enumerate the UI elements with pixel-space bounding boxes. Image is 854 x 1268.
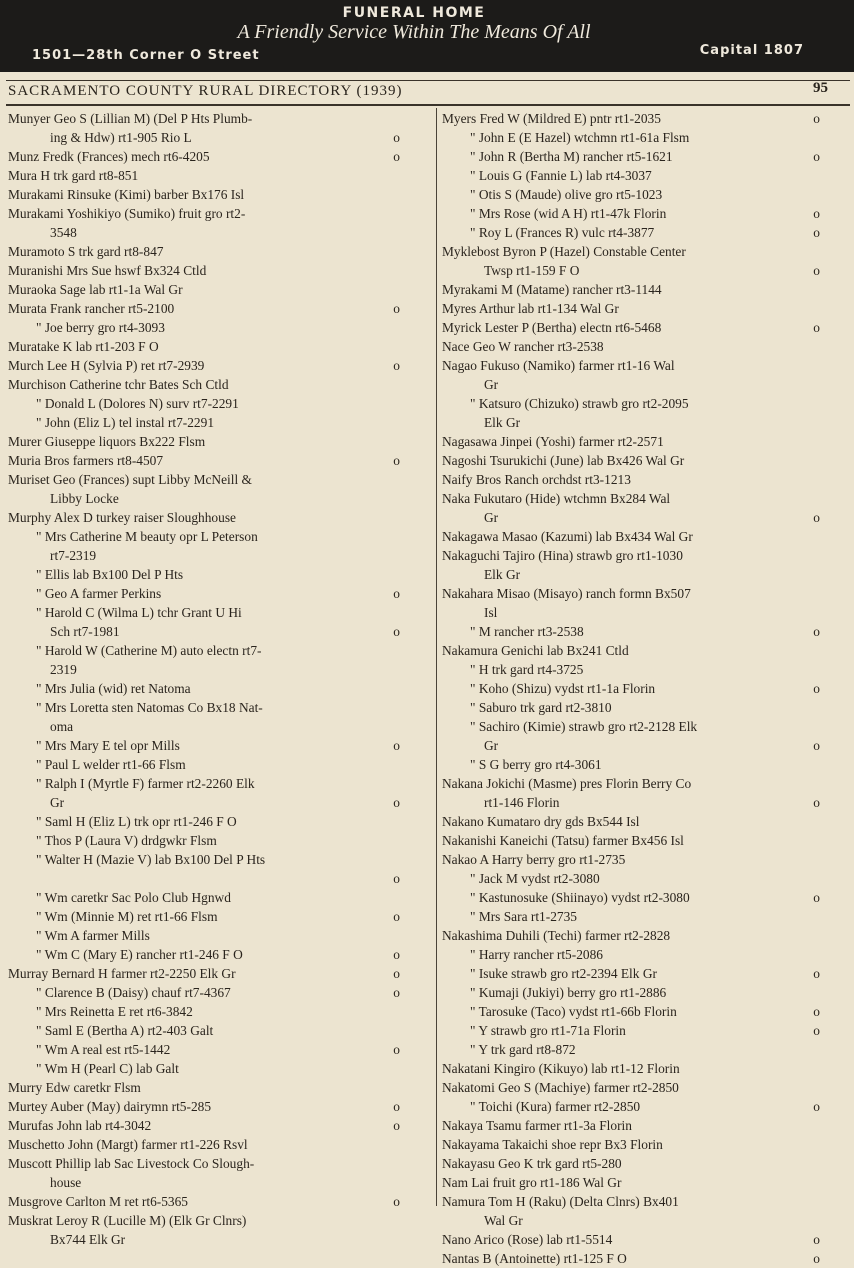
entry-text: Muraoka Sage lab rt1-1a Wal Gr bbox=[8, 282, 183, 297]
directory-entry bbox=[442, 698, 820, 717]
entry-text: " Saml E (Bertha A) rt2-403 Galt bbox=[36, 1023, 214, 1038]
directory-entry bbox=[8, 546, 400, 565]
directory-entry bbox=[8, 1002, 400, 1021]
directory-entry bbox=[442, 185, 820, 204]
owner-mark: o bbox=[393, 358, 400, 373]
entry-text: Muschetto John (Margt) farmer rt1-226 Rsvl bbox=[8, 1137, 248, 1152]
directory-entry bbox=[442, 299, 820, 318]
owner-mark: o bbox=[393, 586, 400, 601]
directory-entry bbox=[442, 888, 820, 907]
directory-entry bbox=[8, 394, 400, 413]
entry-text: Nantas B (Antoinette) rt1-125 F O bbox=[442, 1251, 627, 1266]
entry-text: " Harry rancher rt5-2086 bbox=[470, 947, 603, 962]
directory-entry bbox=[8, 375, 400, 394]
directory-entry bbox=[8, 660, 400, 679]
entry-text: Nakamura Genichi lab Bx241 Ctld bbox=[442, 643, 629, 658]
entry-text: Nakayasu Geo K trk gard rt5-280 bbox=[442, 1156, 622, 1171]
entry-text: Nakatomi Geo S (Machiye) farmer rt2-2850 bbox=[442, 1080, 679, 1095]
directory-entry bbox=[442, 1021, 820, 1040]
ad-address: 1501—28th Corner O Street bbox=[32, 48, 260, 63]
directory-entry bbox=[442, 1059, 820, 1078]
entry-text: Muskrat Leroy R (Lucille M) (Elk Gr Clnrs) bbox=[8, 1213, 247, 1228]
directory-entry bbox=[442, 1040, 820, 1059]
directory-entry bbox=[8, 337, 400, 356]
owner-mark: o bbox=[813, 1004, 820, 1019]
directory-entry bbox=[442, 1135, 820, 1154]
entry-text: " Mrs Catherine M beauty opr L Peterson bbox=[36, 529, 258, 544]
entry-text: " Toichi (Kura) farmer rt2-2850 bbox=[470, 1099, 641, 1114]
directory-entry bbox=[442, 812, 820, 831]
directory-entry bbox=[442, 831, 820, 850]
entry-text: " Y trk gard rt8-872 bbox=[470, 1042, 576, 1057]
owner-mark: o bbox=[813, 795, 820, 810]
owner-mark: o bbox=[813, 738, 820, 753]
entry-text: Nakashima Duhili (Techi) farmer rt2-2828 bbox=[442, 928, 671, 943]
entry-text: " Saml H (Eliz L) trk opr rt1-246 F O bbox=[36, 814, 237, 829]
directory-entry bbox=[442, 1230, 820, 1249]
entry-text: " Roy L (Frances R) vulc rt4-3877 bbox=[470, 225, 655, 240]
directory-entry bbox=[442, 166, 820, 185]
entry-text: Elk Gr bbox=[484, 567, 521, 582]
directory-entry bbox=[442, 774, 820, 793]
directory-entry bbox=[442, 280, 820, 299]
directory-entry bbox=[442, 204, 820, 223]
owner-mark: o bbox=[393, 985, 400, 1000]
entry-text: " Wm caretkr Sac Polo Club Hgnwd bbox=[36, 890, 231, 905]
directory-entry bbox=[442, 1154, 820, 1173]
entry-text: " M rancher rt3-2538 bbox=[470, 624, 584, 639]
owner-mark: o bbox=[813, 225, 820, 240]
owner-mark: o bbox=[393, 301, 400, 316]
owner-mark: o bbox=[813, 149, 820, 164]
directory-entry bbox=[442, 850, 820, 869]
directory-entry bbox=[8, 907, 400, 926]
entry-text: 3548 bbox=[50, 225, 77, 240]
entry-text: " Jack M vydst rt2-3080 bbox=[470, 871, 600, 886]
entry-text: Myres Arthur lab rt1-134 Wal Gr bbox=[442, 301, 619, 316]
entry-text: Gr bbox=[484, 377, 499, 392]
entry-text: " Wm A farmer Mills bbox=[36, 928, 150, 943]
owner-mark: o bbox=[393, 624, 400, 639]
entry-text: " Mrs Sara rt1-2735 bbox=[470, 909, 577, 924]
left-column bbox=[8, 109, 400, 1249]
directory-entry bbox=[442, 1078, 820, 1097]
directory-entry bbox=[8, 1230, 400, 1249]
directory-entry bbox=[442, 926, 820, 945]
entry-text: " Louis G (Fannie L) lab rt4-3037 bbox=[470, 168, 652, 183]
ad-slogan: A Friendly Service Within The Means Of All bbox=[237, 21, 591, 43]
entry-text: Nakanishi Kaneichi (Tatsu) farmer Bx456 Isl bbox=[442, 833, 684, 848]
directory-entry bbox=[8, 793, 400, 812]
directory-entry bbox=[8, 812, 400, 831]
entry-text: Nace Geo W rancher rt3-2538 bbox=[442, 339, 604, 354]
directory-entry bbox=[442, 546, 820, 565]
owner-mark: o bbox=[813, 510, 820, 525]
entry-text: Bx744 Elk Gr bbox=[50, 1232, 126, 1247]
page-number: 95 bbox=[813, 80, 828, 96]
ad-phone: Capital 1807 bbox=[699, 43, 804, 58]
directory-entry bbox=[442, 413, 820, 432]
entry-text: Gr bbox=[50, 795, 65, 810]
entry-text: Nagoshi Tsurukichi (June) lab Bx426 Wal Gr bbox=[442, 453, 685, 468]
directory-entry bbox=[8, 128, 400, 147]
entry-text: rt1-146 Florin bbox=[484, 795, 560, 810]
directory-entry bbox=[442, 337, 820, 356]
entry-text: " Sachiro (Kimie) strawb gro rt2-2128 Elk bbox=[470, 719, 698, 734]
entry-text: Nakano Kumataro dry gds Bx544 Isl bbox=[442, 814, 640, 829]
directory-entry bbox=[8, 1097, 400, 1116]
entry-text: Muriset Geo (Frances) supt Libby McNeill & bbox=[8, 472, 252, 487]
directory-entry bbox=[8, 1078, 400, 1097]
entry-text: Nakayama Takaichi shoe repr Bx3 Florin bbox=[442, 1137, 663, 1152]
owner-mark: o bbox=[813, 263, 820, 278]
entry-text: Murakami Rinsuke (Kimi) barber Bx176 Isl bbox=[8, 187, 245, 202]
directory-entry bbox=[8, 869, 400, 888]
directory-entry bbox=[8, 109, 400, 128]
entry-text: rt7-2319 bbox=[50, 548, 97, 563]
owner-mark: o bbox=[813, 681, 820, 696]
directory-entry bbox=[8, 622, 400, 641]
directory-entry bbox=[442, 489, 820, 508]
entry-text: " Paul L welder rt1-66 Flsm bbox=[36, 757, 186, 772]
owner-mark: o bbox=[393, 1099, 400, 1114]
entry-text: " Mrs Reinetta E ret rt6-3842 bbox=[36, 1004, 193, 1019]
entry-text: " Joe berry gro rt4-3093 bbox=[36, 320, 165, 335]
entry-text: Nakaya Tsamu farmer rt1-3a Florin bbox=[442, 1118, 632, 1133]
directory-entry bbox=[8, 204, 400, 223]
directory-entry bbox=[8, 242, 400, 261]
ad-title: FUNERAL HOME bbox=[342, 5, 486, 21]
entry-text: Muratake K lab rt1-203 F O bbox=[8, 339, 159, 354]
directory-entry bbox=[8, 166, 400, 185]
directory-entry bbox=[8, 888, 400, 907]
owner-mark: o bbox=[393, 1118, 400, 1133]
entry-text: " Wm (Minnie M) ret rt1-66 Flsm bbox=[36, 909, 218, 924]
directory-entry bbox=[8, 147, 400, 166]
directory-entry bbox=[8, 1192, 400, 1211]
directory-entry bbox=[8, 489, 400, 508]
owner-mark: o bbox=[393, 1194, 400, 1209]
entry-text: " Harold W (Catherine M) auto electn rt7- bbox=[36, 643, 262, 658]
running-head: SACRAMENTO COUNTY RURAL DIRECTORY (1939) bbox=[8, 83, 403, 99]
directory-entry bbox=[442, 1211, 820, 1230]
directory-entry bbox=[8, 261, 400, 280]
entry-text: " Kastunosuke (Shiinayo) vydst rt2-3080 bbox=[470, 890, 690, 905]
owner-mark: o bbox=[393, 966, 400, 981]
owner-mark: o bbox=[393, 738, 400, 753]
entry-text: Murry Edw caretkr Flsm bbox=[8, 1080, 141, 1095]
entry-text: Naify Bros Ranch orchdst rt3-1213 bbox=[442, 472, 631, 487]
directory-entry bbox=[8, 508, 400, 527]
directory-entry bbox=[442, 1173, 820, 1192]
directory-entry bbox=[8, 1040, 400, 1059]
entry-text: " John R (Bertha M) rancher rt5-1621 bbox=[470, 149, 673, 164]
entry-text: Nakana Jokichi (Masme) pres Florin Berry Co bbox=[442, 776, 692, 791]
entry-text: Murchison Catherine tchr Bates Sch Ctld bbox=[8, 377, 229, 392]
entry-text: " Mrs Mary E tel opr Mills bbox=[36, 738, 180, 753]
owner-mark: o bbox=[813, 320, 820, 335]
owner-mark: o bbox=[813, 966, 820, 981]
directory-entry bbox=[442, 945, 820, 964]
directory-entry bbox=[8, 413, 400, 432]
owner-mark: o bbox=[393, 130, 400, 145]
entry-text: Naka Fukutaro (Hide) wtchmn Bx284 Wal bbox=[442, 491, 671, 506]
directory-entry bbox=[8, 1116, 400, 1135]
directory-entry bbox=[442, 1192, 820, 1211]
entry-text: " Wm C (Mary E) rancher rt1-246 F O bbox=[36, 947, 243, 962]
directory-entry bbox=[8, 698, 400, 717]
entry-text: Mura H trk gard rt8-851 bbox=[8, 168, 139, 183]
owner-mark: o bbox=[813, 1232, 820, 1247]
entry-text: ing & Hdw) rt1-905 Rio L bbox=[50, 130, 192, 145]
directory-entry bbox=[8, 1173, 400, 1192]
column-divider bbox=[436, 108, 437, 1206]
entry-text: " Isuke strawb gro rt2-2394 Elk Gr bbox=[470, 966, 657, 981]
owner-mark: o bbox=[813, 624, 820, 639]
directory-entry bbox=[442, 907, 820, 926]
owner-mark: o bbox=[813, 206, 820, 221]
entry-text: " Y strawb gro rt1-71a Florin bbox=[470, 1023, 626, 1038]
entry-text: " Ralph I (Myrtle F) farmer rt2-2260 Elk bbox=[36, 776, 255, 791]
directory-entry bbox=[8, 755, 400, 774]
entry-text: " Katsuro (Chizuko) strawb gro rt2-2095 bbox=[470, 396, 689, 411]
entry-text: " S G berry gro rt4-3061 bbox=[470, 757, 602, 772]
entry-text: Nakagawa Masao (Kazumi) lab Bx434 Wal Gr bbox=[442, 529, 693, 544]
directory-entry bbox=[442, 356, 820, 375]
directory-entry bbox=[8, 299, 400, 318]
owner-mark: o bbox=[813, 890, 820, 905]
entry-text: Murphy Alex D turkey raiser Sloughhouse bbox=[8, 510, 236, 525]
owner-mark: o bbox=[813, 111, 820, 126]
directory-entry bbox=[8, 679, 400, 698]
entry-text: " Saburo trk gard rt2-3810 bbox=[470, 700, 612, 715]
directory-entry bbox=[442, 432, 820, 451]
entry-text: Muscott Phillip lab Sac Livestock Co Slough- bbox=[8, 1156, 255, 1171]
entry-text: " Wm H (Pearl C) lab Galt bbox=[36, 1061, 179, 1076]
owner-mark: o bbox=[813, 1023, 820, 1038]
entry-text: Nakatani Kingiro (Kikuyo) lab rt1-12 Florin bbox=[442, 1061, 680, 1076]
entry-text: Muria Bros farmers rt8-4507 bbox=[8, 453, 164, 468]
directory-entry bbox=[8, 565, 400, 584]
directory-entry bbox=[8, 470, 400, 489]
entry-text: " John E (E Hazel) wtchmn rt1-61a Flsm bbox=[470, 130, 690, 145]
directory-entry bbox=[442, 983, 820, 1002]
directory-entry bbox=[8, 736, 400, 755]
entry-text: Myrakami M (Matame) rancher rt3-1144 bbox=[442, 282, 662, 297]
entry-text: Nakahara Misao (Misayo) ranch formn Bx507 bbox=[442, 586, 691, 601]
entry-text: " Tarosuke (Taco) vydst rt1-66b Florin bbox=[470, 1004, 677, 1019]
owner-mark: o bbox=[813, 1251, 820, 1266]
directory-entry bbox=[442, 1249, 820, 1268]
directory-entry bbox=[442, 147, 820, 166]
directory-entry bbox=[442, 964, 820, 983]
entry-text: Elk Gr bbox=[484, 415, 521, 430]
directory-entry bbox=[442, 527, 820, 546]
directory-entry bbox=[8, 1135, 400, 1154]
directory-entry bbox=[8, 432, 400, 451]
entry-text: " John (Eliz L) tel instal rt7-2291 bbox=[36, 415, 215, 430]
entry-text: " Kumaji (Jukiyi) berry gro rt1-2886 bbox=[470, 985, 667, 1000]
entry-text: Murer Giuseppe liquors Bx222 Flsm bbox=[8, 434, 206, 449]
directory-entry bbox=[442, 565, 820, 584]
entry-text: " Mrs Rose (wid A H) rt1-47k Florin bbox=[470, 206, 667, 221]
entry-text: Munyer Geo S (Lillian M) (Del P Hts Plumb- bbox=[8, 111, 253, 126]
directory-entry bbox=[8, 717, 400, 736]
entry-text: Murray Bernard H farmer rt2-2250 Elk Gr bbox=[8, 966, 236, 981]
directory-entry bbox=[442, 755, 820, 774]
entry-text: Nagao Fukuso (Namiko) farmer rt1-16 Wal bbox=[442, 358, 675, 373]
owner-mark: o bbox=[393, 1042, 400, 1057]
directory-entry bbox=[442, 1116, 820, 1135]
directory-entry bbox=[8, 1059, 400, 1078]
owner-mark: o bbox=[393, 795, 400, 810]
entry-text: Nakao A Harry berry gro rt1-2735 bbox=[442, 852, 626, 867]
entry-text: " Donald L (Dolores N) surv rt7-2291 bbox=[36, 396, 239, 411]
directory-entry bbox=[8, 831, 400, 850]
entry-text: Libby Locke bbox=[50, 491, 119, 506]
directory-entry bbox=[442, 622, 820, 641]
directory-entry bbox=[8, 584, 400, 603]
directory-entry bbox=[8, 926, 400, 945]
directory-entry bbox=[442, 679, 820, 698]
directory-entry bbox=[8, 1154, 400, 1173]
entry-text: Nagasawa Jinpei (Yoshi) farmer rt2-2571 bbox=[442, 434, 664, 449]
entry-text: " Koho (Shizu) vydst rt1-1a Florin bbox=[470, 681, 656, 696]
directory-entry bbox=[442, 128, 820, 147]
owner-mark: o bbox=[393, 871, 400, 886]
entry-text: 2319 bbox=[50, 662, 77, 677]
entry-text: Namura Tom H (Raku) (Delta Clnrs) Bx401 bbox=[442, 1194, 679, 1209]
directory-entry bbox=[8, 850, 400, 869]
entry-text: " Mrs Julia (wid) ret Natoma bbox=[36, 681, 191, 696]
directory-entry bbox=[442, 736, 820, 755]
directory-entry bbox=[8, 185, 400, 204]
directory-entry bbox=[442, 394, 820, 413]
directory-entry bbox=[442, 470, 820, 489]
entry-text: " Clarence B (Daisy) chauf rt7-4367 bbox=[36, 985, 231, 1000]
directory-entry bbox=[8, 451, 400, 470]
right-column bbox=[442, 109, 820, 1268]
entry-text: oma bbox=[50, 719, 74, 734]
directory-entry bbox=[442, 318, 820, 337]
owner-mark: o bbox=[813, 1099, 820, 1114]
entry-text: house bbox=[50, 1175, 82, 1190]
directory-entry bbox=[8, 983, 400, 1002]
directory-entry bbox=[442, 584, 820, 603]
entry-text: Myklebost Byron P (Hazel) Constable Center bbox=[442, 244, 686, 259]
entry-text: Gr bbox=[484, 738, 499, 753]
directory-entry bbox=[442, 375, 820, 394]
header-top-rule bbox=[6, 80, 850, 81]
entry-text: Murufas John lab rt4-3042 bbox=[8, 1118, 152, 1133]
directory-entry bbox=[8, 964, 400, 983]
directory-entry bbox=[442, 869, 820, 888]
directory-entry bbox=[8, 280, 400, 299]
entry-text: Nam Lai fruit gro rt1-186 Wal Gr bbox=[442, 1175, 622, 1190]
entry-text: " Mrs Loretta sten Natomas Co Bx18 Nat- bbox=[36, 700, 263, 715]
directory-entry bbox=[442, 451, 820, 470]
directory-entry bbox=[442, 660, 820, 679]
entry-text: Murakami Yoshikiyo (Sumiko) fruit gro rt2- bbox=[8, 206, 246, 221]
owner-mark: o bbox=[393, 947, 400, 962]
entry-text: Nakaguchi Tajiro (Hina) strawb gro rt1-1030 bbox=[442, 548, 683, 563]
directory-entry bbox=[442, 641, 820, 660]
directory-entry bbox=[442, 793, 820, 812]
header-bottom-rule bbox=[6, 104, 850, 106]
entry-text: Gr bbox=[484, 510, 499, 525]
directory-entry bbox=[8, 1021, 400, 1040]
directory-entry bbox=[8, 945, 400, 964]
entry-text: Nano Arico (Rose) lab rt1-5514 bbox=[442, 1232, 613, 1247]
directory-entry bbox=[8, 318, 400, 337]
entry-text: " Otis S (Maude) olive gro rt5-1023 bbox=[470, 187, 663, 202]
owner-mark: o bbox=[393, 909, 400, 924]
entry-text: Myrick Lester P (Bertha) electn rt6-5468 bbox=[442, 320, 662, 335]
entry-text: " Wm A real est rt5-1442 bbox=[36, 1042, 171, 1057]
entry-text: " Harold C (Wilma L) tchr Grant U Hi bbox=[36, 605, 242, 620]
entry-text: Murch Lee H (Sylvia P) ret rt7-2939 bbox=[8, 358, 205, 373]
directory-entry bbox=[8, 1211, 400, 1230]
entry-text: Munz Fredk (Frances) mech rt6-4205 bbox=[8, 149, 210, 164]
entry-text: Sch rt7-1981 bbox=[50, 624, 120, 639]
entry-text: " H trk gard rt4-3725 bbox=[470, 662, 584, 677]
entry-text: Muranishi Mrs Sue hswf Bx324 Ctld bbox=[8, 263, 207, 278]
entry-text: Musgrove Carlton M ret rt6-5365 bbox=[8, 1194, 189, 1209]
directory-entry bbox=[442, 242, 820, 261]
directory-entry bbox=[8, 527, 400, 546]
entry-text: Twsp rt1-159 F O bbox=[484, 263, 580, 278]
directory-entry bbox=[442, 1002, 820, 1021]
funeral-home-ad-banner bbox=[0, 0, 854, 72]
directory-entry bbox=[8, 603, 400, 622]
owner-mark: o bbox=[393, 149, 400, 164]
entry-text: Isl bbox=[484, 605, 498, 620]
entry-text: " Thos P (Laura V) drdgwkr Flsm bbox=[36, 833, 217, 848]
entry-text: Murata Frank rancher rt5-2100 bbox=[8, 301, 175, 316]
entry-text: " Ellis lab Bx100 Del P Hts bbox=[36, 567, 184, 582]
entry-text: Murtey Auber (May) dairymn rt5-285 bbox=[8, 1099, 212, 1114]
directory-entry bbox=[8, 641, 400, 660]
directory-entry bbox=[8, 356, 400, 375]
directory-entry bbox=[442, 223, 820, 242]
entry-text: " Walter H (Mazie V) lab Bx100 Del P Hts bbox=[36, 852, 266, 867]
directory-entry bbox=[442, 1097, 820, 1116]
entry-text: Muramoto S trk gard rt8-847 bbox=[8, 244, 164, 259]
entry-text: Wal Gr bbox=[484, 1213, 523, 1228]
directory-entry bbox=[8, 774, 400, 793]
entry-text: Myers Fred W (Mildred E) pntr rt1-2035 bbox=[442, 111, 661, 126]
directory-entry bbox=[442, 508, 820, 527]
directory-entry bbox=[442, 603, 820, 622]
directory-entry bbox=[442, 109, 820, 128]
owner-mark: o bbox=[393, 453, 400, 468]
entry-text: " Geo A farmer Perkins bbox=[36, 586, 162, 601]
directory-entry bbox=[442, 261, 820, 280]
directory-entry bbox=[442, 717, 820, 736]
directory-entry bbox=[8, 223, 400, 242]
